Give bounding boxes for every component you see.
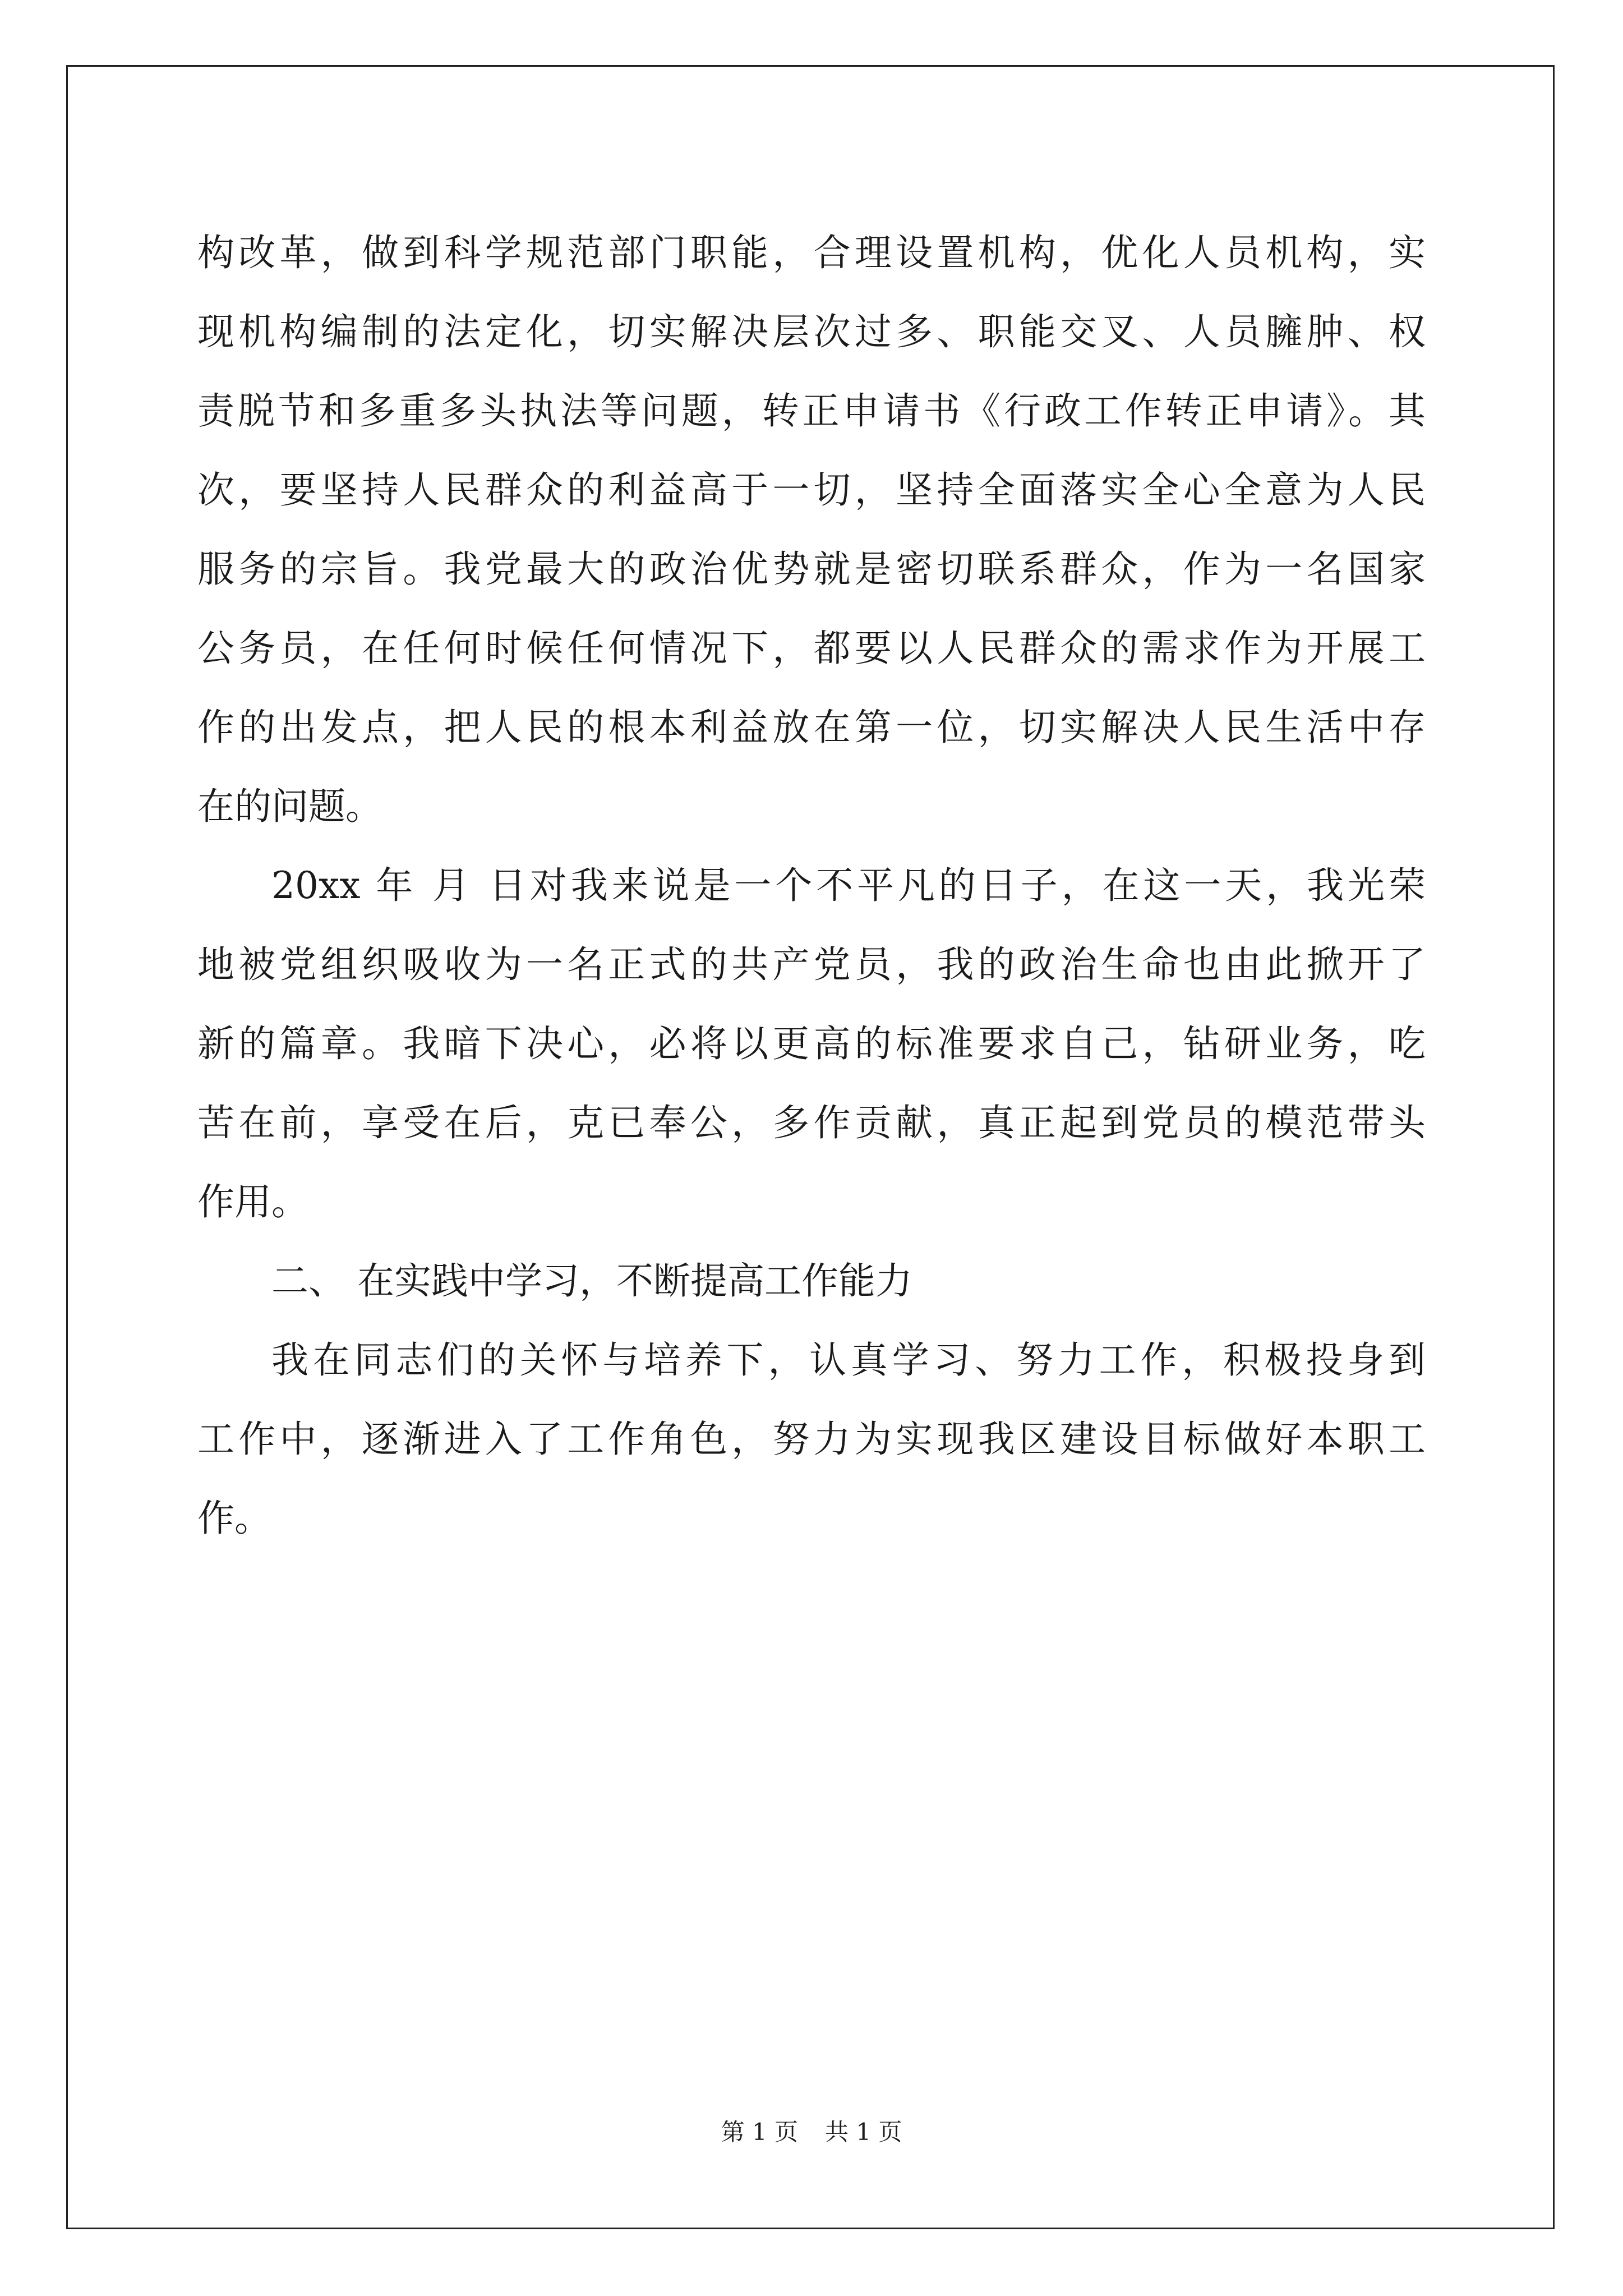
page-number-current: 第 1 页 [721,2118,798,2146]
page-footer [0,2114,1623,2147]
text-line: 公务员，在任何时候任何情况下，都要以人民群众的需求作为开展工 [197,627,1426,670]
text-line: 苦在前，享受在后，克已奉公，多作贡献，真正起到党员的模范带头 [197,1101,1426,1144]
text-line: 构改革，做到科学规范部门职能，合理设置机构，优化人员机构，实 [197,231,1426,274]
paragraph-first-line: 我在同志们的关怀与培养下，认真学习、努力工作，积极投身到 [271,1338,1426,1382]
text-line: 现机构编制的法定化，切实解决层次过多、职能交叉、人员臃肿、权 [197,310,1426,353]
text-line: 工作中，逐渐进入了工作角色，努力为实现我区建设目标做好本职工 [197,1418,1426,1461]
text-line: 在的问题。 [197,785,382,828]
text-line: 作的出发点，把人民的根本利益放在第一位，切实解决人民生活中存 [197,706,1426,749]
text-line: 新的篇章。我暗下决心，必将以更高的标准要求自己，钻研业务，吃 [197,1022,1426,1065]
text-line: 责脱节和多重多头执法等问题，转正申请书《行政工作转正申请》。其 [197,389,1426,432]
text-line: 地被党组织吸收为一名正式的共产党员，我的政治生命也由此掀开了 [197,943,1426,986]
section-heading: 二、 在实践中学习，不断提高工作能力 [271,1259,912,1303]
paragraph-first-line: 20xx 年 月 日对我来说是一个不平凡的日子，在这一天，我光荣 [271,864,1426,907]
document-body [197,213,1426,1558]
text-line: 次，要坚持人民群众的利益高于一切，坚持全面落实全心全意为人民 [197,468,1426,512]
text-line: 作。 [197,1497,271,1540]
page-number-total: 共 1 页 [825,2118,902,2146]
text-line: 作用。 [197,1180,308,1223]
text-line: 服务的宗旨。我党最大的政治优势就是密切联系群众，作为一名国家 [197,547,1426,591]
